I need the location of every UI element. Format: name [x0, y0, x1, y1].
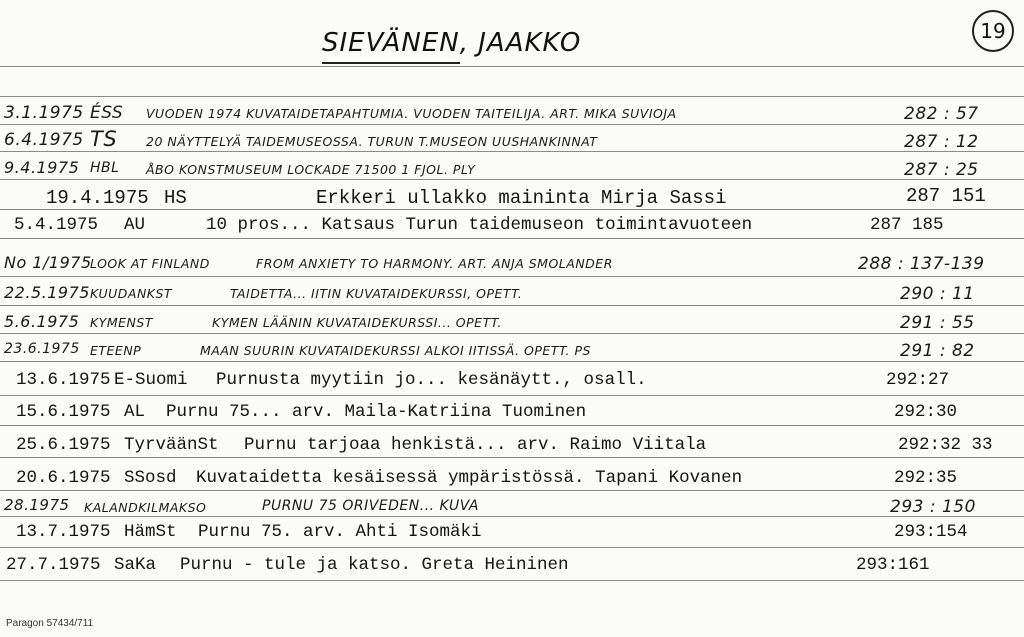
entry-ref: 290 : 11 — [900, 284, 975, 304]
entry-text: Erkkeri ullakko maininta Mirja Sassi — [316, 187, 727, 209]
entry-source: E-Suomi — [114, 370, 188, 390]
entry-source: ETEENP — [90, 343, 142, 358]
entry-ref: 292:30 — [894, 402, 958, 422]
rule-line — [0, 151, 1024, 152]
entry-source: SSosd — [124, 468, 177, 488]
entry-date: 20.6.1975 — [16, 468, 111, 488]
entry-source: LOOK AT FINLAND — [90, 256, 210, 271]
entry-text: Purnu 75... arv. Maila-Katriina Tuominen — [166, 402, 587, 422]
entry-source: SaKa — [114, 555, 157, 575]
entry-ref: 282 : 57 — [904, 104, 979, 124]
entry-text: ÅBO KONSTMUSEUM LOCKADE 71500 1 FJOL. PLY — [146, 162, 476, 177]
entry-date: No 1/1975 — [4, 253, 92, 272]
entry-text: FROM ANXIETY TO HARMONY. ART. ANJA SMOLANDER — [256, 256, 613, 271]
entry-source: HBL — [90, 160, 120, 176]
entry-date: 22.5.1975 — [4, 283, 90, 302]
entry-ref: 291 : 55 — [900, 313, 975, 333]
entry-text: 10 pros... Katsaus Turun taidemuseon toimintavuoteen — [206, 215, 753, 235]
entry-text: Purnu 75. arv. Ahti Isomäki — [198, 522, 482, 542]
entry-date: 27.7.1975 — [6, 555, 101, 575]
entry-ref: 287 : 25 — [904, 160, 979, 180]
entry-ref: 292:32 33 — [898, 435, 993, 455]
rule-line — [0, 425, 1024, 426]
entry-ref: 287 151 — [906, 185, 986, 207]
entry-ref: 287 185 — [870, 215, 944, 235]
entry-source: KYMENST — [90, 315, 153, 330]
rule-line — [0, 547, 1024, 548]
entry-text: TAIDETTA... IITIN KUVATAIDEKURSSI, OPETT. — [230, 286, 523, 301]
entry-source: HS — [164, 187, 187, 209]
entry-ref: 291 : 82 — [900, 341, 975, 361]
entry-source: TS — [90, 127, 118, 151]
entry-source: AU — [124, 215, 146, 235]
entry-date: 3.1.1975 — [4, 103, 84, 123]
entry-date: 23.6.1975 — [4, 341, 80, 357]
entry-text: VUODEN 1974 KUVATAIDETAPAHTUMIA. VUODEN TAITEILIJA. ART. MIKA SUVIOJA — [146, 106, 677, 121]
entry-source: AL — [124, 402, 146, 422]
card-number: 19 — [980, 19, 1006, 43]
rule-line — [0, 490, 1024, 491]
entry-text: 20 NÄYTTELYÄ TAIDEMUSEOSSA. TURUN T.MUSEON UUSHANKINNAT — [146, 134, 598, 149]
entry-text: Purnu tarjoaa henkistä... arv. Raimo Viitala — [244, 435, 707, 455]
entry-ref: 293:161 — [856, 555, 930, 575]
entry-ref: 292:35 — [894, 468, 958, 488]
rule-line — [0, 276, 1024, 277]
rule-line — [0, 333, 1024, 334]
entry-date: 5.6.1975 — [4, 312, 80, 331]
entry-date: 6.4.1975 — [4, 130, 84, 150]
card-title: SIEVÄNEN, JAAKKO — [322, 28, 582, 58]
entry-date: 5.4.1975 — [14, 215, 99, 235]
entry-date: 9.4.1975 — [4, 158, 80, 177]
entry-source: TyrväänSt — [124, 435, 219, 455]
rule-line — [0, 361, 1024, 362]
entry-ref: 293:154 — [894, 522, 968, 542]
rule-line — [0, 305, 1024, 306]
card-number-circle — [972, 10, 1014, 52]
entry-text: Purnu - tule ja katso. Greta Heininen — [180, 555, 569, 575]
rule-line — [0, 179, 1024, 180]
entry-date: 19.4.1975 — [46, 187, 149, 209]
entry-date: 13.7.1975 — [16, 522, 111, 542]
entry-text: Kuvataidetta kesäisessä ympäristössä. Tapani Kovanen — [196, 468, 743, 488]
rule-line — [0, 209, 1024, 210]
rule-line — [0, 395, 1024, 396]
entry-date: 28.1975 — [4, 496, 70, 514]
entry-source: ÉSS — [90, 103, 124, 123]
entry-date: 13.6.1975 — [16, 370, 111, 390]
entry-date: 15.6.1975 — [16, 402, 111, 422]
rule-line — [0, 457, 1024, 458]
entry-source: KALANDKILMAKSO — [84, 500, 207, 515]
title-underline — [322, 62, 460, 64]
entry-text: MAAN SUURIN KUVATAIDEKURSSI ALKOI IITISSÄ. OPETT. PS — [200, 343, 591, 358]
rule-line — [0, 66, 1024, 67]
entry-source: KUUDANKST — [90, 286, 173, 301]
rule-line — [0, 96, 1024, 97]
rule-line — [0, 238, 1024, 239]
entry-text: Purnusta myytiin jo... kesänäytt., osall. — [216, 370, 647, 390]
entry-ref: 292:27 — [886, 370, 950, 390]
rule-line — [0, 124, 1024, 125]
entry-ref: 288 : 137-139 — [858, 254, 985, 274]
entry-text: PURNU 75 ORIVEDEN... KUVA — [262, 498, 479, 514]
rule-line — [0, 580, 1024, 581]
printer-footer: Paragon 57434/711 — [6, 618, 94, 629]
rule-line — [0, 516, 1024, 517]
entry-text: KYMEN LÄÄNIN KUVATAIDEKURSSI... OPETT. — [212, 315, 502, 330]
entry-ref: 293 : 150 — [890, 497, 976, 517]
entry-date: 25.6.1975 — [16, 435, 111, 455]
entry-ref: 287 : 12 — [904, 132, 979, 152]
entry-source: HämSt — [124, 522, 177, 542]
